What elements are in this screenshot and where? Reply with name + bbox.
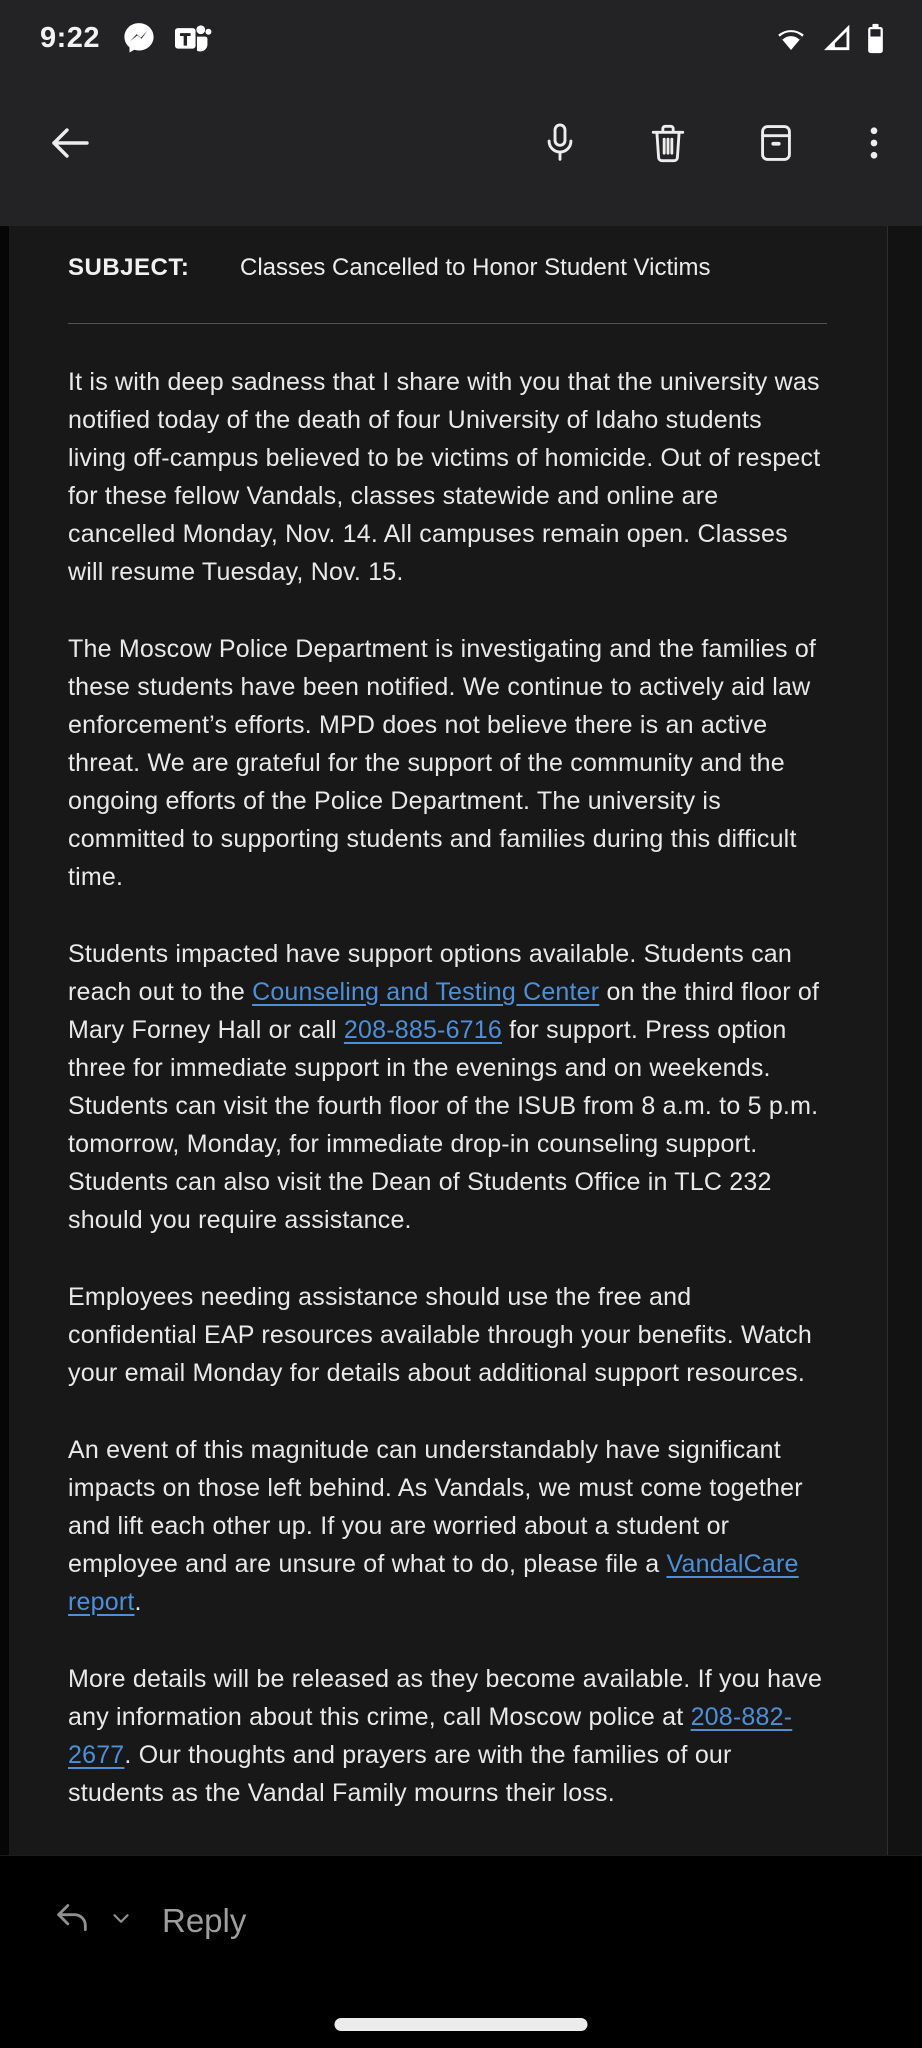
- reply-options-chevron[interactable]: [108, 1905, 134, 1936]
- email-paragraph: [68, 630, 827, 896]
- delete-button[interactable]: [640, 116, 696, 172]
- status-bar: [0, 0, 922, 76]
- voice-dictation-button[interactable]: [532, 116, 588, 172]
- more-options-button[interactable]: [856, 116, 892, 172]
- body-text: . Our thoughts and prayers are with the families of our students as the Vandal Family mourns their loss.: [68, 1741, 732, 1807]
- archive-button[interactable]: [748, 116, 804, 172]
- body-text: More details will be released as they become available. If you have any information about this crime, call Moscow police at: [68, 1665, 823, 1731]
- app-bar: [0, 0, 922, 226]
- clock: 9:22: [40, 21, 101, 54]
- email-message-panel[interactable]: [9, 226, 888, 1855]
- body-text: .: [134, 1588, 142, 1616]
- reply-button[interactable]: [0, 1856, 246, 1943]
- body-text: Employees needing assistance should use the free and confidential EAP resources available through your benefits. Watch your email Monday for details about additional support resources.: [68, 1283, 812, 1387]
- email-body: [68, 363, 827, 1812]
- body-text: for support. Press option three for immediate support in the evenings and on weekends. Students can visit the fourth floor of the ISUB from 8 a.m. to 5 p.m. tomorrow, Monday, for immediate drop-in counseling support. Students can also visit the Dean of Students Office in TLC 232 should you require assistance.: [68, 1016, 819, 1234]
- content-right-gutter: [888, 226, 922, 1855]
- email-content-area: [0, 226, 922, 1855]
- subject-row: [68, 254, 827, 282]
- gesture-navigation-handle[interactable]: [335, 2018, 588, 2031]
- subject-label: SUBJECT:: [68, 254, 190, 281]
- body-text: on the third floor of Mary Forney Hall or call: [68, 978, 820, 1044]
- reply-arrow-icon: [52, 1898, 92, 1943]
- body-text: An event of this magnitude can understandably have significant impacts on those left behind. As Vandals, we must come together and lift each other up. If you are worried about a student or employee and are unsure of what to do, please file a: [68, 1436, 803, 1578]
- reply-label: Reply: [162, 1901, 247, 1939]
- back-arrow-icon: [46, 119, 94, 170]
- cellular-signal-icon: [821, 22, 853, 54]
- more-vert-icon: [853, 122, 895, 167]
- subject-text: Classes Cancelled to Honor Student Victims: [240, 254, 711, 281]
- email-link[interactable]: 208-882-2677: [68, 1703, 793, 1769]
- body-text: Students impacted have support options available. Students can reach out to the: [68, 940, 792, 1006]
- subject-divider: [68, 323, 827, 324]
- teams-icon: [172, 21, 212, 55]
- email-paragraph: [68, 1278, 827, 1392]
- email-toolbar: [0, 76, 922, 226]
- body-text: The Moscow Police Department is investigating and the families of these students have been notified. We continue to actively aid law enforcement’s efforts. MPD does not believe there is an active threat. We are grateful for the support of the community and the ongoing efforts of the Police Department. The university is committed to supporting students and families during this difficult time.: [68, 635, 817, 891]
- system-status-icons: [775, 22, 884, 54]
- email-paragraph: [68, 935, 827, 1239]
- microphone-icon: [537, 120, 583, 169]
- email-link[interactable]: VandalCare report: [68, 1550, 799, 1616]
- messenger-icon: [122, 21, 156, 55]
- email-paragraph: [68, 1660, 827, 1812]
- email-link[interactable]: 208-885-6716: [343, 1016, 502, 1044]
- bottom-action-bar: [0, 1855, 922, 2048]
- email-link[interactable]: Counseling and Testing Center: [252, 978, 600, 1006]
- wifi-icon: [775, 22, 807, 54]
- body-text: It is with deep sadness that I share with you that the university was notified today of the death of four University of Idaho students living off-campus believed to be victims of homicide. Out of respect for these fellow Vandals, classes statewide and online are cancelled Monday, Nov. 14. All campuses remain open. Classes will resume Tuesday, Nov. 15.: [68, 368, 821, 586]
- archive-icon: [753, 120, 799, 169]
- email-paragraph: [68, 1431, 827, 1621]
- content-left-gutter: [0, 226, 9, 1855]
- notification-icons: [122, 21, 212, 55]
- trash-icon: [645, 120, 691, 169]
- battery-icon: [867, 23, 884, 54]
- back-button[interactable]: [42, 116, 98, 172]
- email-paragraph: [68, 363, 827, 591]
